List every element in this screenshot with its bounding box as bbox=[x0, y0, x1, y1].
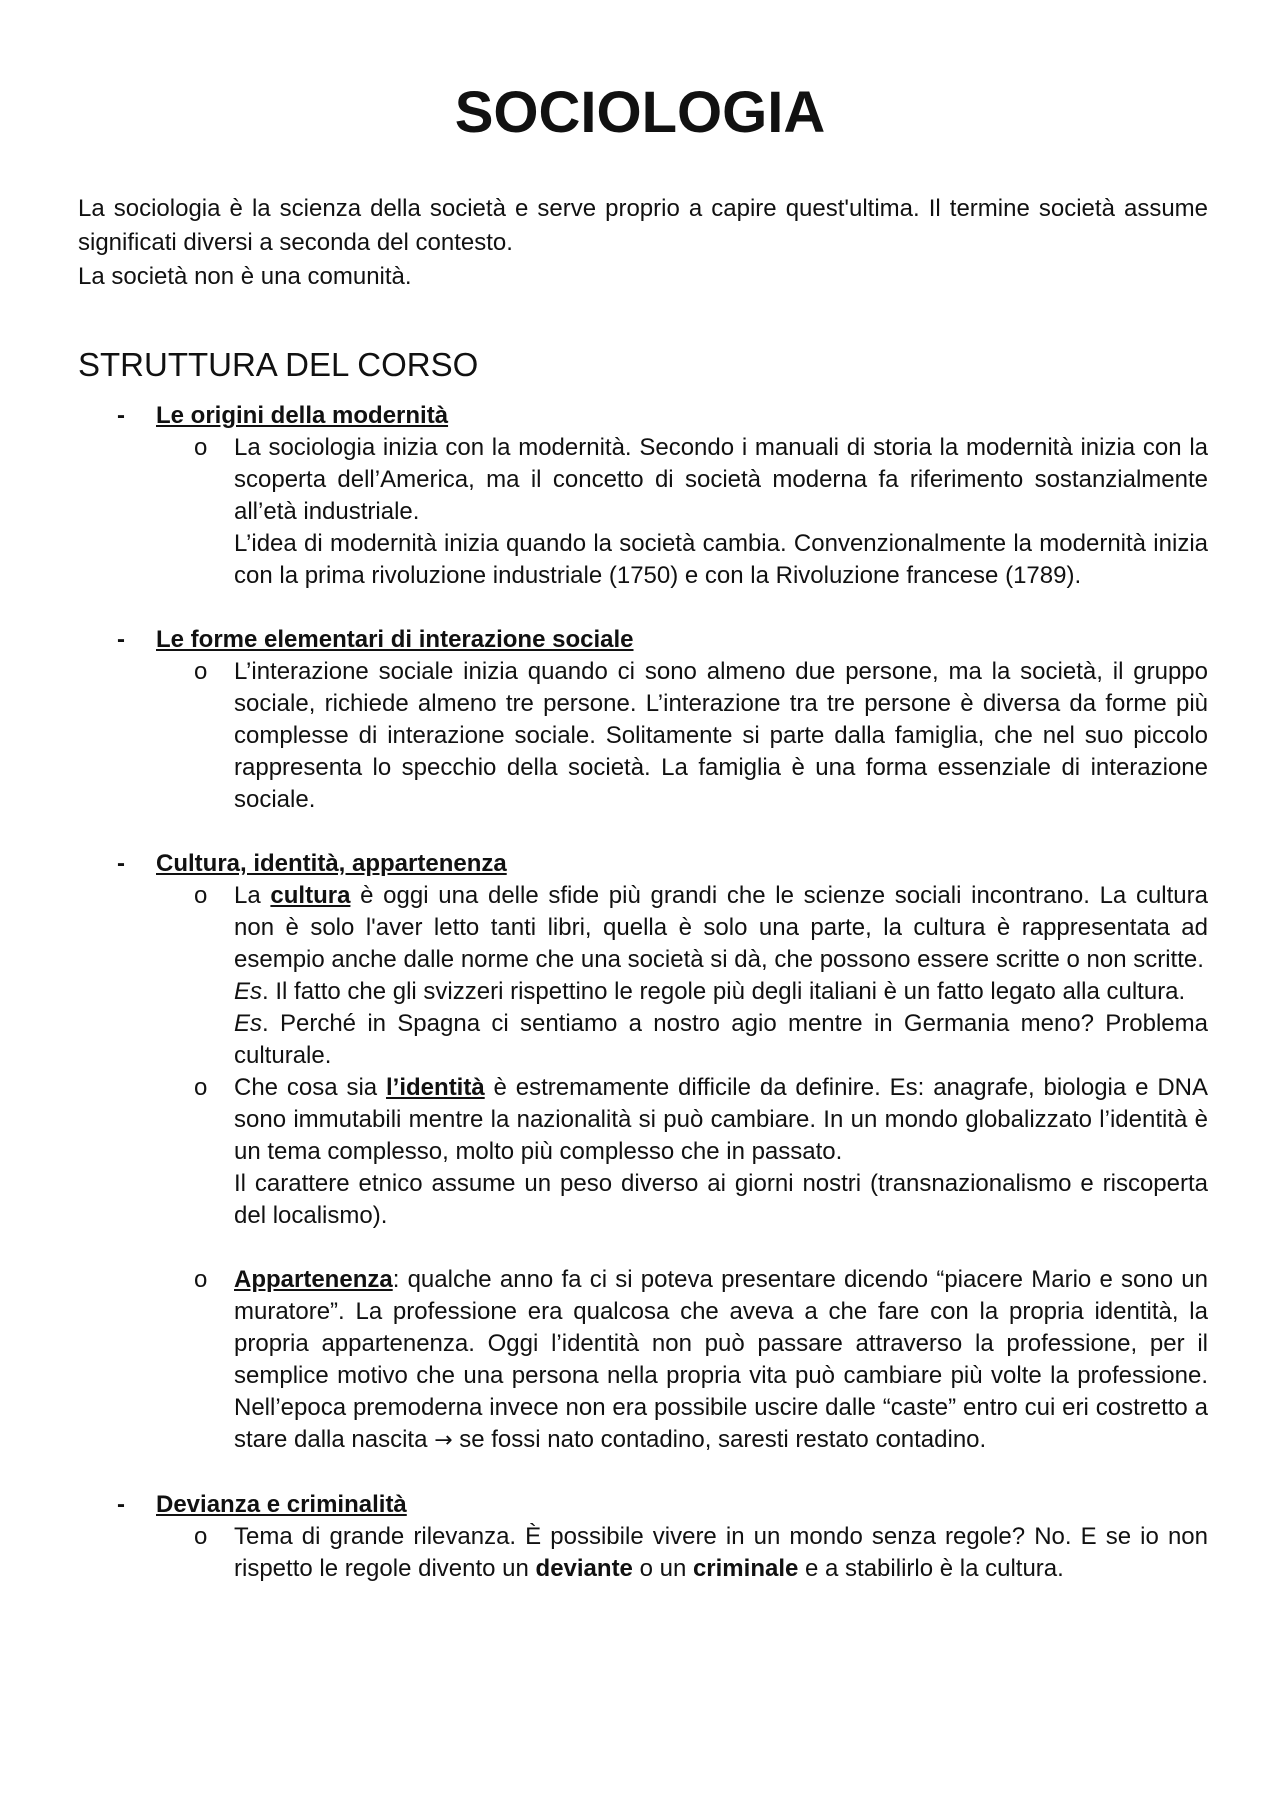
bullet-text: L’interazione sociale inizia quando ci sono almeno due persone, ma la società, il gruppo sociale, richiede almeno tre persone. L’interazione tra tre persone è diversa da forme più complesse di interazione sociale. Solitamente si parte dalla famiglia, che nel suo piccolo rappresenta lo specchio della società. La famiglia è una forma essenziale di interazione sociale. bbox=[234, 658, 1208, 813]
bullet-text: La sociologia inizia con la modernità. Secondo i manuali di storia la modernità inizia con la scoperta dell’America, ma il concetto di società moderna fa riferimento sostanzialmente all’età industriale. bbox=[234, 434, 1208, 525]
dash-marker: - bbox=[117, 1491, 125, 1518]
term-identita: l’identità bbox=[386, 1074, 485, 1101]
intro-paragraph: La sociologia è la scienza della società e serve proprio a capire quest'ultima. Il termine società assume significati diversi a seconda del contesto. bbox=[78, 195, 1208, 256]
arrow-right-icon: → bbox=[434, 1428, 453, 1453]
term-deviante: deviante bbox=[535, 1555, 633, 1582]
intro-paragraph: La società non è una comunità. bbox=[78, 263, 412, 290]
term-criminale: criminale bbox=[692, 1555, 799, 1582]
section-title: Le forme elementari di interazione sociale bbox=[156, 626, 634, 653]
bullet-text: Appartenenza: qualche anno fa ci si poteva presentare dicendo “piacere Mario e sono un muratore”. La professione era qualcosa che aveva a che fare con la propria identità, la propria appartenenza. Oggi l’identità non può passare attraverso la professione, per il semplice motivo che una persona nella propria vita può cambiare più volte la professione. Nell’epoca premoderna invece non era possibile uscire dalle “caste” entro cui eri costretto a stare dalla nascita → se fossi nato contadino, saresti restato contadino. bbox=[234, 1266, 1208, 1453]
bullet-text: L’idea di modernità inizia quando la società cambia. Convenzionalmente la modernità inizia con la prima rivoluzione industriale (1750) e con la Rivoluzione francese (1789). bbox=[234, 530, 1208, 589]
example-text: Es. Perché in Spagna ci sentiamo a nostro agio mentre in Germania meno? Problema culturale. bbox=[234, 1010, 1208, 1069]
section-devianza bbox=[0, 1489, 1280, 1585]
intro bbox=[78, 192, 1208, 294]
bullet-marker: o bbox=[194, 1266, 208, 1293]
bullet-text: Il carattere etnico assume un peso diverso ai giorni nostri (transnazionalismo e riscoperta del localismo). bbox=[234, 1170, 1208, 1229]
bullet-item bbox=[194, 1264, 1208, 1457]
bullet-text: La cultura è oggi una delle sfide più grandi che le scienze sociali incontrano. La cultura non è solo l'aver letto tanti libri, quella è solo una parte, la cultura è rappresentata ad esempio anche dalle norme che una società si dà, che possono essere scritte o non scritte. bbox=[234, 882, 1208, 973]
bullet-marker: o bbox=[194, 658, 208, 685]
section-title: Cultura, identità, appartenenza bbox=[156, 850, 507, 877]
bullet-marker: o bbox=[194, 1523, 208, 1550]
dash-marker: - bbox=[117, 626, 125, 653]
bullet-marker: o bbox=[194, 882, 208, 909]
bullet-item bbox=[194, 880, 1208, 1072]
dash-marker: - bbox=[117, 402, 125, 429]
course-sections bbox=[0, 400, 1280, 1585]
course-heading: STRUTTURA DEL CORSO bbox=[78, 346, 479, 383]
term-cultura: cultura bbox=[270, 882, 351, 909]
page-title: SOCIOLOGIA bbox=[454, 80, 826, 145]
example-text: Es. Il fatto che gli svizzeri rispettino le regole più degli italiani è un fatto legato alla cultura. bbox=[234, 978, 1186, 1005]
section-title: Le origini della modernità bbox=[156, 402, 449, 429]
section-interazione bbox=[0, 624, 1280, 816]
section-cultura bbox=[0, 848, 1280, 1457]
dash-marker: - bbox=[117, 850, 125, 877]
bullet-marker: o bbox=[194, 434, 208, 461]
bullet-item bbox=[194, 656, 1208, 816]
bullet-text: Che cosa sia l’identità è estremamente difficile da definire. Es: anagrafe, biologia e DNA sono immutabili mentre la nazionalità si può cambiare. In un mondo globalizzato l’identità è un tema complesso, molto più complesso che in passato. bbox=[234, 1074, 1208, 1165]
bullet-item bbox=[194, 432, 1208, 592]
section-title: Devianza e criminalità bbox=[156, 1491, 407, 1518]
bullet-text: Tema di grande rilevanza. È possibile vivere in un mondo senza regole? No. E se io non rispetto le regole divento un deviante o un criminale e a stabilirlo è la cultura. bbox=[234, 1523, 1208, 1582]
bullet-marker: o bbox=[194, 1074, 208, 1101]
term-appartenenza: Appartenenza bbox=[234, 1266, 393, 1293]
bullet-item bbox=[194, 1521, 1208, 1585]
section-origini bbox=[0, 400, 1280, 592]
bullet-item bbox=[194, 1072, 1208, 1232]
